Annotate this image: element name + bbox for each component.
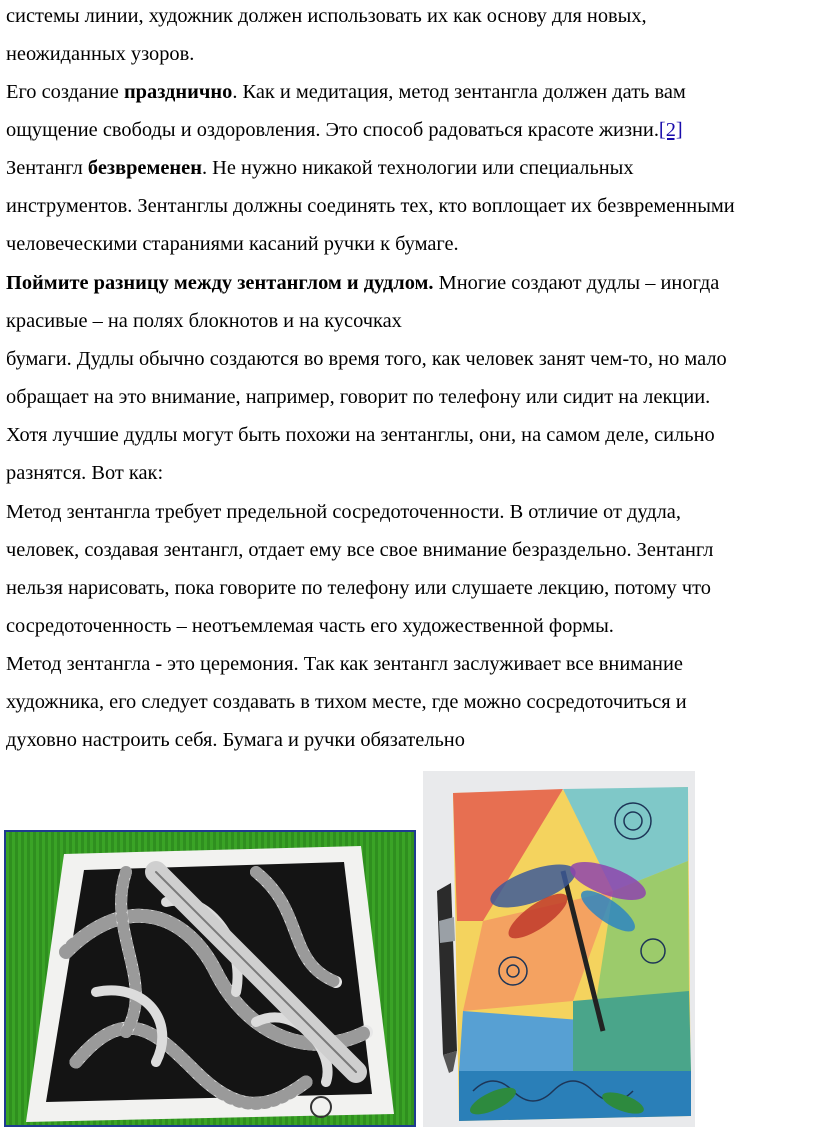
text-span: Его создание xyxy=(6,81,124,103)
text-line xyxy=(6,194,735,218)
text-span: системы линии, художник должен использовать их как основу для новых, xyxy=(6,5,647,27)
text-line xyxy=(6,385,710,409)
text-line xyxy=(6,576,711,600)
text-line xyxy=(6,42,194,66)
text-line xyxy=(6,232,459,256)
zentangle-bw-drawing xyxy=(6,832,414,1125)
text-line xyxy=(6,538,713,562)
text-span: Зентангл xyxy=(6,157,88,179)
text-span: Метод зентангла - это церемония. Так как зентангл заслуживает все внимание xyxy=(6,653,683,675)
bold-term: безвременен xyxy=(87,157,202,179)
text-line xyxy=(6,423,715,447)
text-line xyxy=(6,271,719,295)
text-span: инструментов. Зентанглы должны соединять тех, кто воплощает их безвременными xyxy=(6,195,735,217)
text-span: . Как и медитация, метод зентангла должен дать вам xyxy=(232,81,686,103)
text-span: красивые – на полях блокнотов и на кусочках xyxy=(6,310,402,332)
text-span: Многие создают дудлы – иногда xyxy=(433,272,720,294)
text-line xyxy=(6,156,634,180)
bold-heading: Поймите разницу между зентанглом и дудлом. xyxy=(6,272,434,294)
text-span: разнятся. Вот как: xyxy=(6,462,164,484)
text-line xyxy=(6,652,683,676)
text-span: сосредоточенность – неотъемлемая часть его художественной формы. xyxy=(6,615,614,637)
text-span: неожиданных узоров. xyxy=(6,43,195,65)
text-span: человеческими стараниями касаний ручки к бумаге. xyxy=(6,233,459,255)
zentangle-color-photo xyxy=(423,771,695,1127)
text-line xyxy=(6,614,614,638)
text-line xyxy=(6,728,465,752)
text-span: Метод зентангла требует предельной сосредоточенности. В отличие от дудла, xyxy=(6,501,681,523)
bold-term: празднично xyxy=(123,81,233,103)
text-span: обращает на это внимание, например, говорит по телефону или сидит на лекции. xyxy=(6,386,711,408)
text-line xyxy=(6,347,727,371)
text-line xyxy=(6,461,163,485)
text-line xyxy=(6,4,647,28)
text-span: ощущение свободы и оздоровления. Это способ радоваться красоте жизни. xyxy=(6,119,659,141)
text-span: . Не нужно никакой технологии или специальных xyxy=(201,157,634,179)
text-span: человек, создавая зентангл, отдает ему все свое внимание безраздельно. Зентангл xyxy=(6,539,714,561)
text-span: бумаги. Дудлы обычно создаются во время того, как человек занят чем-то, но мало xyxy=(6,348,727,370)
text-line xyxy=(6,500,681,524)
text-line xyxy=(6,80,686,104)
text-span: Хотя лучшие дудлы могут быть похожи на зентанглы, они, на самом деле, сильно xyxy=(6,424,715,446)
text-line xyxy=(6,690,687,714)
text-span: нельзя нарисовать, пока говорите по телефону или слушаете лекцию, потому что xyxy=(6,577,711,599)
footnote-link[interactable]: [2] xyxy=(658,119,683,141)
text-span: духовно настроить себя. Бумага и ручки обязательно xyxy=(6,729,465,751)
zentangle-bw-photo xyxy=(4,830,416,1127)
text-line xyxy=(6,118,683,142)
text-span: художника, его следует создавать в тихом месте, где можно сосредоточиться и xyxy=(6,691,687,713)
zentangle-color-drawing xyxy=(423,771,695,1127)
text-line xyxy=(6,309,402,333)
